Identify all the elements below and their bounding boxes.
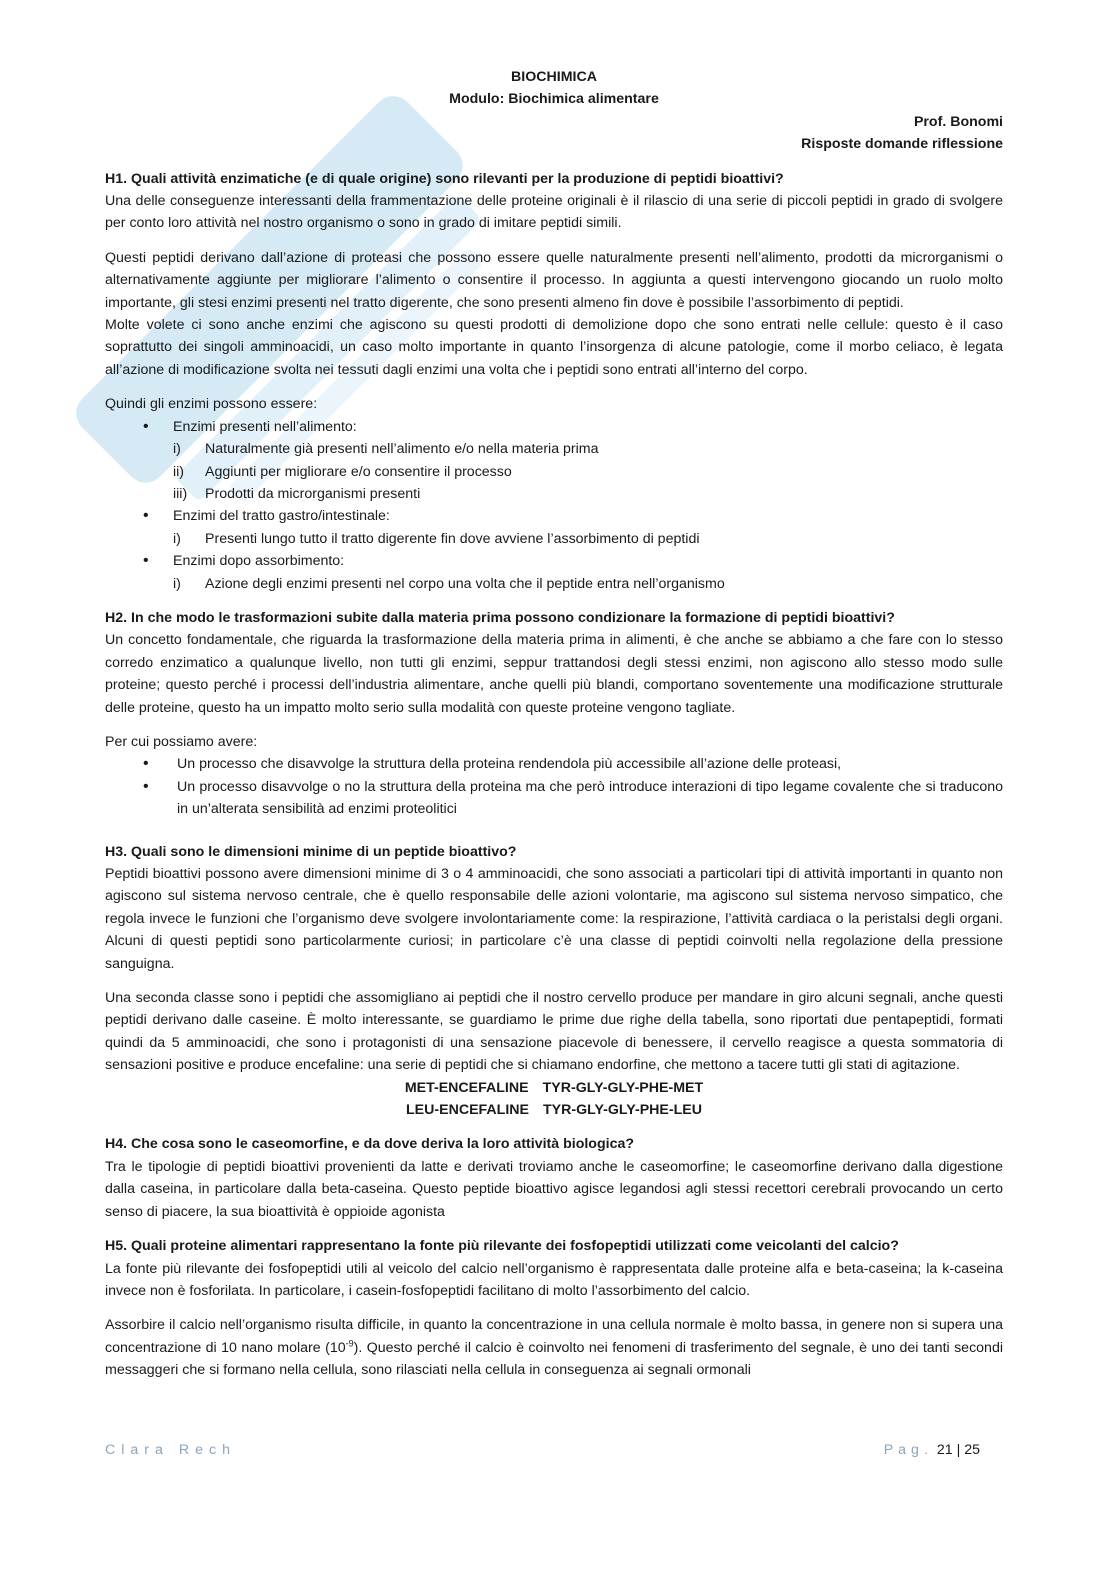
h5-paragraph-1: La fonte più rilevante dei fosfopeptidi utili al veicolo del calcio nell’organismo è rappresentata dalle proteine alfa e beta-caseina; la k-caseina invece non è fosforilata. In particolare, i casein-fosfopeptidi facilitano di molto l’assorbimento del calcio. bbox=[105, 1260, 1003, 1299]
question-h5: H5. Quali proteine alimentari rappresentano la fonte più rilevante dei fosfopeptidi utilizzati come veicolanti del calcio? bbox=[105, 1238, 899, 1255]
h2-paragraph-1: Un concetto fondamentale, che riguarda la trasformazione della materia prima in alimenti, è che anche se abbiamo a che fare con lo stesso corredo enzimatico a qualunque livello, non tutti gli enzimi, seppur trattandosi degli stessi enzimi, non agiscono allo stesso modo sulle proteine; questo perché i processi dell’industria alimentare, anche quelli più blandi, comportano soventemente una modificazione strutturale delle proteine, questo ha un impatto molto serio sulla modalità con queste proteine vengono tagliate. bbox=[105, 632, 1003, 716]
professor-name: Prof. Bonomi bbox=[913, 113, 1003, 130]
h3-paragraph-2: Una seconda classe sono i peptidi che assomigliano ai peptidi che il nostro cervello produce per mandare in giro alcuni segnali, anche questi peptidi derivano dalle caseine. È molto interessante, se guardiamo le prime due righe della tabella, sono riportati due pentapeptidi, formati quindi da 5 amminoacidi, che sono i protagonisti di una sensazione piacevole di benessere, il cervello reagisce a questa sommatoria di sensazioni positive e produce encefaline: una serie di peptidi che si chiamano endorfine, che mettono a tacere tutti gli stati di agitazione. bbox=[105, 990, 1003, 1074]
sequence-row bbox=[105, 1099, 1003, 1121]
enzyme-list bbox=[105, 416, 1003, 595]
h1-paragraph-2: Questi peptidi derivano dall’azione di proteasi che possono essere quelle naturalmente presenti nell’alimento, prodotti da microrganismi o alternativamente aggiunte per migliorare l’alimento o consentire il processo. In aggiunta a questi intervengono giocando un ruolo molto importante, gli stesi enzimi presenti nel tratto digerente, che sono presenti almeno fin dove è possibile l’assorbimento di peptidi. bbox=[105, 249, 1003, 311]
list-item bbox=[141, 416, 1003, 506]
document-subtitle: Risposte domande riflessione bbox=[801, 136, 1003, 153]
list-item: • Un processo che disavvolge la struttura della proteina rendendola più accessibile all’azione delle proteasi, bbox=[141, 753, 1003, 775]
question-h1: H1. Quali attività enzimatiche (e di quale origine) sono rilevanti per la produzione di peptidi bioattivi? bbox=[105, 170, 784, 187]
course-title: BIOCHIMICA bbox=[511, 69, 597, 85]
question-h3: H3. Quali sono le dimensioni minime di un peptide bioattivo? bbox=[105, 843, 517, 860]
list-item-label: Enzimi dopo assorbimento: bbox=[173, 553, 345, 570]
question-h4: H4. Che cosa sono le caseomorfine, e da dove deriva la loro attività biologica? bbox=[105, 1136, 635, 1153]
h3-paragraph-1: Peptidi bioattivi possono avere dimensioni minime di 3 o 4 amminoacidi, che sono associati a particolari tipi di attività importanti in quanto non agiscono sul sistema nervoso centrale, che è quello responsabile delle azioni volontarie, ma agiscono sul sistema nervoso simpatico, che regola invece le funzioni che l’organismo deve svolgere involontariamente come: la respirazione, l’attività cardiaca o la peristalsi degli organi. Alcuni di questi peptidi sono particolarmente curiosi; in particolare c’è una classe di peptidi coinvolti nella regolazione della pressione sanguigna. bbox=[105, 866, 1003, 972]
h1-list-intro: Quindi gli enzimi possono essere: bbox=[105, 396, 318, 413]
list-item: • Un processo disavvolge o no la struttura della proteina ma che però introduce interazioni di tipo legame covalente che si traducono in un’alterata sensibilità ad enzimi proteolitici bbox=[141, 776, 1003, 821]
h2-list-intro: Per cui possiamo avere: bbox=[105, 733, 258, 750]
question-h2: H2. In che modo le trasformazioni subite dalla materia prima possono condizionare la formazione di peptidi bioattivi? bbox=[105, 609, 895, 626]
list-item-label: Enzimi del tratto gastro/intestinale: bbox=[173, 508, 390, 525]
list-item bbox=[141, 505, 1003, 550]
sequence-name: LEU-ENCEFALINE bbox=[406, 1102, 529, 1119]
footer-author: Clara Rech bbox=[105, 1442, 236, 1458]
page-footer bbox=[105, 1439, 980, 1461]
list-item bbox=[141, 550, 1003, 595]
process-list bbox=[105, 753, 1003, 820]
list-item: iii) Prodotti da microrganismi presenti bbox=[173, 485, 421, 502]
document-page bbox=[105, 66, 1003, 1382]
sequence-name: MET-ENCEFALINE bbox=[404, 1079, 529, 1096]
h1-paragraph-3: Molte volete ci sono anche enzimi che agiscono su questi prodotti di demolizione dopo che sono entrati nelle cellule: questo è il caso soprattutto dei singoli amminoacidi, un caso molto importante in quanto l’insorgenza di alcune patologie, come il morbo celiaco, è legata all’azione di modificazione svolta nei tessuti dagli enzimi una volta che i peptidi sono entrati all’interno del corpo. bbox=[105, 317, 1003, 378]
module-title: Modulo: Biochimica alimentare bbox=[449, 91, 659, 108]
sequence-row bbox=[105, 1077, 1003, 1099]
sequence-value: TYR-GLY-GLY-PHE-LEU bbox=[542, 1102, 702, 1119]
h5-paragraph-2: Assorbire il calcio nell’organismo risulta difficile, in quanto la concentrazione in una cellula normale è molto bassa, in genere non si supera una concentrazione di 10 nano molare $(10^{-9})$. Questo perché il calcio è coinvolto nei fenomeni di trasferimento del segnale, è uno dei tanti secondi messaggeri che si formano nella cellula, sono rilasciati nella cellula in conseguenza ai segnali ormonali bbox=[105, 1317, 1003, 1379]
page-number: Pag. 21 | 25 bbox=[883, 1442, 980, 1458]
h4-paragraph-1: Tra le tipologie di peptidi bioattivi provenienti da latte e derivati troviamo anche le caseomorfine; le caseomorfine derivano dalla digestione dalla caseina, in particolare dalla beta-caseina. Questo peptide bioattivo agisce legandosi agli stessi recettori cerebrali provocando un certo senso di piacere, la sua bioattività è oppioide agonista bbox=[105, 1158, 1003, 1220]
sequence-value: TYR-GLY-GLY-PHE-MET bbox=[542, 1079, 704, 1096]
list-item: ii) Aggiunti per migliorare e/o consentire il processo bbox=[173, 463, 512, 480]
h1-paragraph-1: Una delle conseguenze interessanti della frammentazione delle proteine originali è il rilascio di una serie di piccoli peptidi in grado di svolgere per conto loro attività nel nostro organismo o sono in grado di imitare peptidi simili. bbox=[105, 193, 1003, 232]
list-item: i) Azione degli enzimi presenti nel corpo una volta che il peptide entra nell’organismo bbox=[173, 575, 725, 592]
list-item-label: Enzimi presenti nell’alimento: bbox=[173, 418, 357, 435]
list-item: i) Naturalmente già presenti nell’alimento e/o nella materia prima bbox=[173, 441, 599, 458]
list-item: i) Presenti lungo tutto il tratto digerente fin dove avviene l’assorbimento di peptidi bbox=[173, 530, 700, 547]
